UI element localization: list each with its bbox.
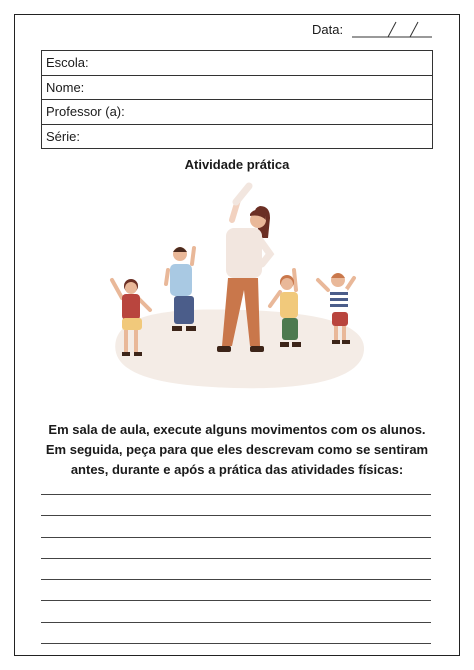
answer-line[interactable] <box>41 515 431 516</box>
student-info-table <box>41 50 433 149</box>
ground-shape <box>115 309 364 388</box>
activity-title: Atividade prática <box>184 157 290 172</box>
answer-line[interactable] <box>41 579 431 580</box>
answer-line[interactable] <box>41 600 431 601</box>
teacher-field[interactable]: Professor (a): <box>42 100 432 125</box>
name-field[interactable]: Nome: <box>42 76 432 101</box>
date-label: Data: <box>312 22 344 37</box>
answer-lines <box>41 494 431 664</box>
date-slash-fields[interactable] <box>352 20 432 38</box>
answer-line[interactable] <box>41 622 431 623</box>
instruction-line-1: Em sala de aula, execute alguns movimentos com os alunos. <box>48 422 426 437</box>
activity-instructions <box>30 420 444 480</box>
answer-line[interactable] <box>41 643 431 644</box>
answer-line[interactable] <box>41 558 431 559</box>
school-field[interactable]: Escola: <box>42 51 432 76</box>
instruction-line-3: antes, durante e após a prática das atividades físicas: <box>70 462 404 477</box>
instruction-line-2: Em seguida, peça para que eles descrevam como se sentiram <box>45 442 429 457</box>
answer-line[interactable] <box>41 537 431 538</box>
exercise-illustration <box>104 180 370 392</box>
answer-line[interactable] <box>41 494 431 495</box>
grade-field[interactable]: Série: <box>42 125 432 150</box>
